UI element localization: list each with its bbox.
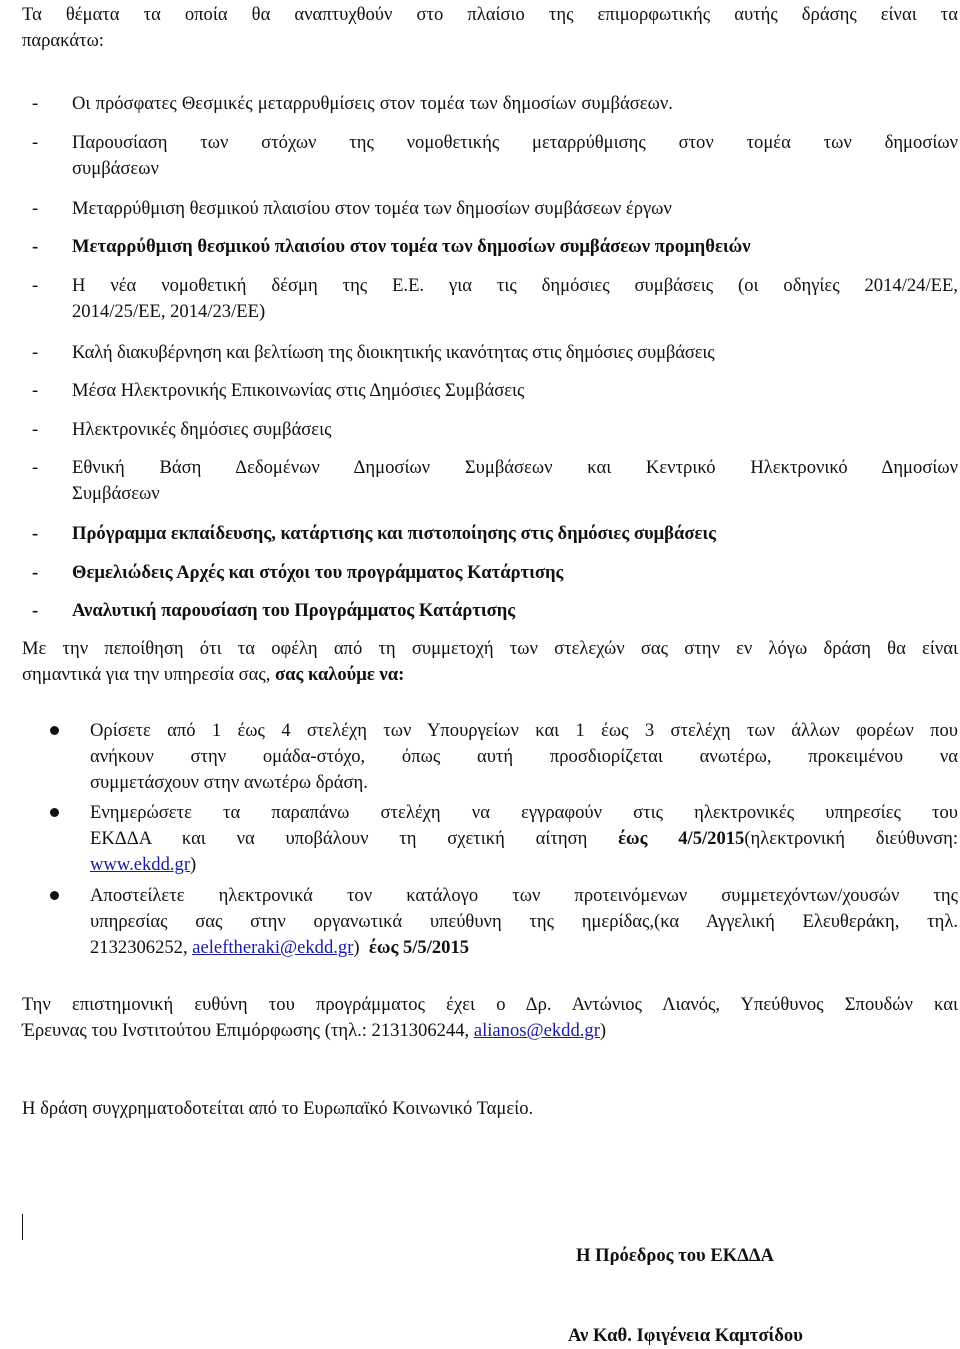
topic-text: Μεταρρύθμιση θεσμικού πλαισίου στον τομέα των δημοσίων συμβάσεων προμηθειών (72, 236, 751, 257)
dash-marker: - (32, 198, 39, 219)
topic-text: Μέσα Ηλεκτρονικής Επικοινωνίας στις Δημόσιες Συμβάσεις (72, 380, 525, 401)
bullet-text (90, 852, 958, 878)
bullet-dot-icon (50, 726, 59, 735)
bullet-text: Ορίσετε από 1 έως 4 στελέχη των Υπουργείων και 1 έως 3 στελέχη των άλλων φορέων που (90, 720, 958, 741)
request-text: σημαντικά για την υπηρεσία σας, (22, 664, 276, 685)
deadline-date: έως 4/5/2015 (618, 828, 745, 849)
bullet-text: Αποστείλετε ηλεκτρονικά τον κατάλογο των προτεινόμενων συμμετεχόντων/χουσών της (90, 885, 958, 906)
bullet-text: Ενημερώσετε τα παραπάνω στελέχη να εγγραφούν στις ηλεκτρονικές υπηρεσίες του (90, 802, 958, 823)
contact-email-link[interactable]: aeleftheraki@ekdd.gr (192, 937, 354, 958)
funding-note: Η δράση συγχρηματοδοτείται από το Ευρωπαϊκό Κοινωνικό Ταμείο. (22, 1098, 534, 1119)
dash-marker: - (32, 275, 39, 296)
bullet-text (90, 826, 958, 852)
request-line-1: Με την πεποίθηση ότι τα οφέλη από τη συμμετοχή των στελεχών σας στην εν λόγω δράση θα είναι (22, 638, 958, 659)
scientific-text: Έρευνας του Ινστιτούτου Επιμόρφωσης (τηλ.: 2131306244, (22, 1020, 474, 1041)
deadline-date: έως 5/5/2015 (368, 937, 470, 958)
dash-marker: - (32, 380, 39, 401)
dash-marker: - (32, 236, 39, 257)
dash-marker: - (32, 132, 39, 153)
signature-title: Η Πρόεδρος του ΕΚΔΔΑ (576, 1245, 774, 1266)
intro-line-1: Τα θέματα τα οποία θα αναπτυχθούν στο πλαίσιο της επιμορφωτικής αυτής δράσης είναι τα (22, 4, 958, 25)
dash-marker: - (32, 523, 39, 544)
bullet-dot-icon (50, 891, 59, 900)
request-emphasis: σας καλούμε να: (275, 664, 405, 685)
bullet-text: συμμετάσχουν στην ανωτέρω δράση. (90, 772, 368, 793)
intro-line-2: παρακάτω: (22, 30, 104, 51)
dash-marker: - (32, 600, 39, 621)
topic-text-continued: Συμβάσεων (72, 483, 160, 504)
request-line-2 (22, 662, 958, 688)
scientific-email-link[interactable]: alianos@ekdd.gr (473, 1020, 600, 1041)
scientific-line-1: Την επιστημονική ευθύνη του προγράμματος έχει ο Δρ. Αντώνιος Λιανός, Υπεύθυνος Σπουδών και (22, 994, 958, 1015)
topic-text-continued: συμβάσεων (72, 158, 159, 179)
bullet-text: ανήκουν στην ομάδα-στόχο, όπως αυτή προσδιορίζεται ανωτέρω, προκειμένου να (90, 746, 958, 767)
scientific-text: ) (599, 1020, 607, 1041)
bullet-text-part: ) (353, 937, 369, 958)
topic-text: Οι πρόσφατες Θεσμικές μεταρρυθμίσεις στον τομέα των δημοσίων συμβάσεων. (72, 93, 673, 114)
dash-marker: - (32, 342, 39, 363)
topic-text: Αναλυτική παρουσίαση του Προγράμματος Κατάρτισης (72, 600, 516, 621)
dash-marker: - (32, 562, 39, 583)
dash-marker: - (32, 457, 39, 478)
topic-text: Μεταρρύθμιση θεσμικού πλαισίου στον τομέα των δημοσίων συμβάσεων έργων (72, 198, 672, 219)
topic-text-continued: 2014/25/ΕΕ, 2014/23/ΕΕ) (72, 301, 266, 322)
text-cursor (22, 1214, 23, 1240)
bullet-text: υπηρεσίας σας στην οργανωτικά υπεύθυνη της ημερίδας,(κα Αγγελική Ελευθεράκη, τηλ. (90, 911, 958, 932)
scientific-line-2 (22, 1018, 958, 1044)
topic-text: Πρόγραμμα εκπαίδευσης, κατάρτισης και πιστοποίησης στις δημόσιες συμβάσεις (72, 523, 716, 544)
topic-text: Η νέα νομοθετική δέσμη της Ε.Ε. για τις δημόσιες συμβάσεις (οι οδηγίες 2014/24/ΕΕ, (72, 275, 958, 296)
bullet-text-part: ΕΚΔΔΑ και να υποβάλουν τη σχετική αίτηση (90, 828, 619, 849)
topic-text: Ηλεκτρονικές δημόσιες συμβάσεις (72, 419, 332, 440)
topic-text: Παρουσίαση των στόχων της νομοθετικής μεταρρύθμισης στον τομέα των δημοσίων (72, 132, 958, 153)
bullet-text (90, 935, 958, 961)
signature-name: Αν Καθ. Ιφιγένεια Καμτσίδου (568, 1325, 803, 1346)
bullet-dot-icon (50, 808, 59, 817)
bullet-text-part: (ηλεκτρονική διεύθυνση: (744, 828, 958, 849)
topic-text: Καλή διακυβέρνηση και βελτίωση της διοικητικής ικανότητας στις δημόσιες συμβάσεις (72, 342, 715, 363)
dash-marker: - (32, 419, 39, 440)
topic-text: Εθνική Βάση Δεδομένων Δημοσίων Συμβάσεων και Κεντρικό Ηλεκτρονικό Δημοσίων (72, 457, 958, 478)
dash-marker: - (32, 93, 39, 114)
bullet-text-part: ) (190, 854, 197, 875)
ekdd-website-link[interactable]: www.ekdd.gr (90, 854, 191, 875)
bullet-text-part: 2132306252, (90, 937, 193, 958)
topic-text: Θεμελιώδεις Αρχές και στόχοι του προγράμματος Κατάρτισης (72, 562, 564, 583)
